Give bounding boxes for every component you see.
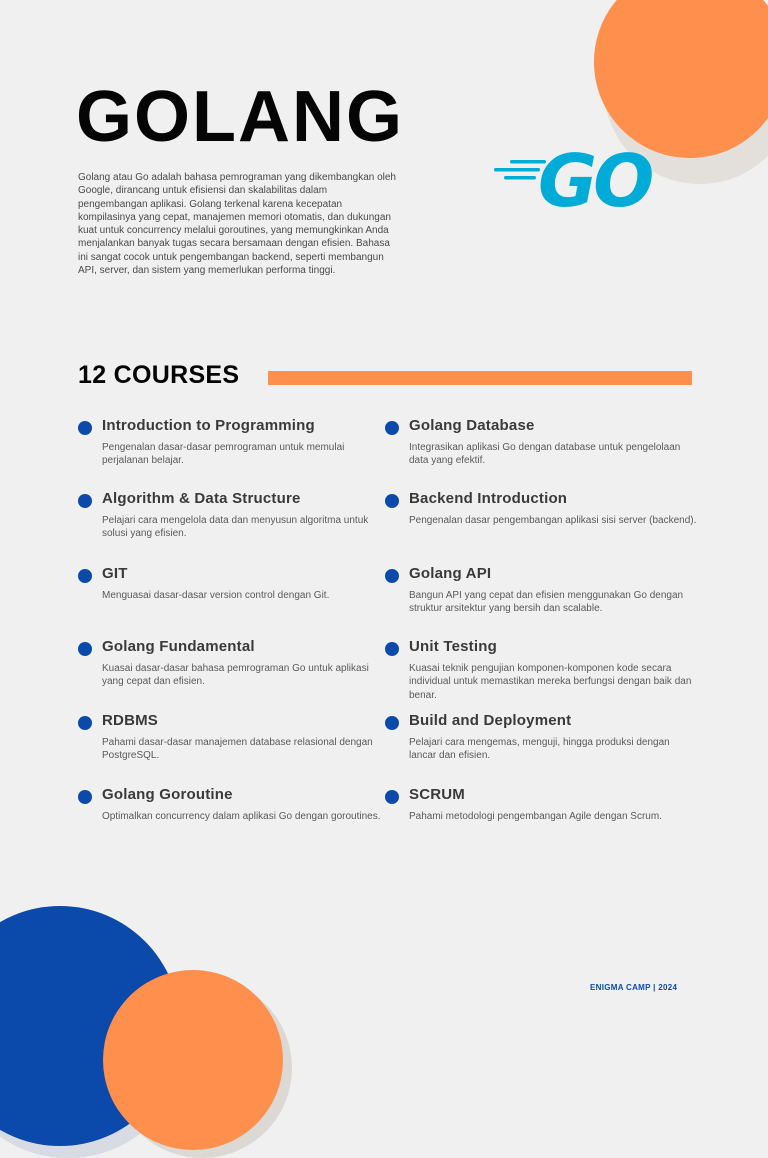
course-title: Golang API [409, 565, 492, 582]
course-item-introduction-to-programming [102, 417, 392, 468]
course-title: Backend Introduction [409, 490, 568, 507]
bullet-dot-icon [385, 421, 399, 435]
bullet-dot-icon [78, 569, 92, 583]
course-title: Golang Goroutine [102, 786, 233, 803]
course-item-golang-goroutine [102, 786, 392, 823]
courses-heading: 12 COURSES [78, 361, 240, 389]
bullet-dot-icon [385, 569, 399, 583]
course-item-golang-database [409, 417, 699, 468]
course-item-rdbms [102, 712, 392, 763]
course-item-algorithm-data-structure [102, 490, 392, 541]
course-description: Kuasai dasar-dasar bahasa pemrograman Go untuk aplikasi yang cepat dan efisien. [102, 663, 369, 688]
course-title: Golang Database [409, 417, 535, 434]
course-item-build-and-deployment [409, 712, 699, 763]
course-description: Pengenalan dasar-dasar pemrograman untuk memulai perjalanan belajar. [102, 442, 345, 467]
go-logo-text: GO [538, 140, 651, 215]
footer-credit: ENIGMA CAMP | 2024 [590, 983, 678, 992]
course-description: Pelajari cara mengemas, menguji, hingga produksi dengan lancar dan efisien. [409, 737, 670, 762]
course-item-scrum [409, 786, 699, 823]
course-title: Algorithm & Data Structure [102, 490, 301, 507]
bullet-dot-icon [385, 716, 399, 730]
bullet-dot-icon [385, 494, 399, 508]
course-description: Integrasikan aplikasi Go dengan database untuk pengelolaan data yang efektif. [409, 442, 681, 467]
course-item-golang-fundamental [102, 638, 392, 689]
course-item-git [102, 565, 392, 602]
course-title: GIT [102, 565, 128, 582]
bullet-dot-icon [78, 421, 92, 435]
bullet-dot-icon [78, 494, 92, 508]
course-title: RDBMS [102, 712, 158, 729]
course-description: Bangun API yang cepat dan efisien menggunakan Go dengan struktur arsitektur yang bersih dan scalable. [409, 590, 684, 615]
course-description: Pengenalan dasar pengembangan aplikasi sisi server (backend). [409, 515, 697, 526]
course-title: SCRUM [409, 786, 465, 803]
course-description: Pahami metodologi pengembangan Agile dengan Scrum. [409, 811, 662, 822]
course-item-unit-testing [409, 638, 699, 702]
decorative-circle-orange [103, 970, 283, 1150]
course-item-golang-api [409, 565, 699, 616]
course-description: Pahami dasar-dasar manajemen database relasional dengan PostgreSQL. [102, 737, 373, 762]
course-title: Golang Fundamental [102, 638, 255, 655]
course-description: Kuasai teknik pengujian komponen-komponen kode secara individual untuk memastikan mereka berfungsi dengan baik dan benar. [409, 663, 692, 701]
course-description: Pelajari cara mengelola data dan menyusun algoritma untuk solusi yang efisien. [102, 515, 369, 540]
bullet-dot-icon [78, 716, 92, 730]
page-title: GOLANG [76, 77, 404, 157]
course-item-backend-introduction [409, 490, 699, 527]
heading-accent-bar [268, 371, 692, 385]
course-description: Optimalkan concurrency dalam aplikasi Go dengan goroutines. [102, 811, 381, 822]
intro-paragraph: Golang atau Go adalah bahasa pemrograman yang dikembangkan oleh Google, dirancang untuk efisiensi dan skalabilitas dalam pengembangan aplikasi. Golang terkenal karena kecepatan kompilasinya yang cepat, manajemen memori otomatis, dan dukungan kuat untuk concurrency melalui goroutines, yang memungkinkan Anda menjalankan banyak tugas secara bersamaan dengan efisien. Bahasa ini sangat cocok untuk pengembangan backend, seperti membangun API, server, dan sistem yang memerlukan performa tinggi. [78, 172, 396, 277]
bullet-dot-icon [385, 642, 399, 656]
course-title: Unit Testing [409, 638, 497, 655]
course-description: Menguasai dasar-dasar version control dengan Git. [102, 590, 330, 601]
course-title: Introduction to Programming [102, 417, 315, 434]
go-logo [492, 140, 692, 215]
course-title: Build and Deployment [409, 712, 572, 729]
bullet-dot-icon [78, 642, 92, 656]
bullet-dot-icon [78, 790, 92, 804]
bullet-dot-icon [385, 790, 399, 804]
